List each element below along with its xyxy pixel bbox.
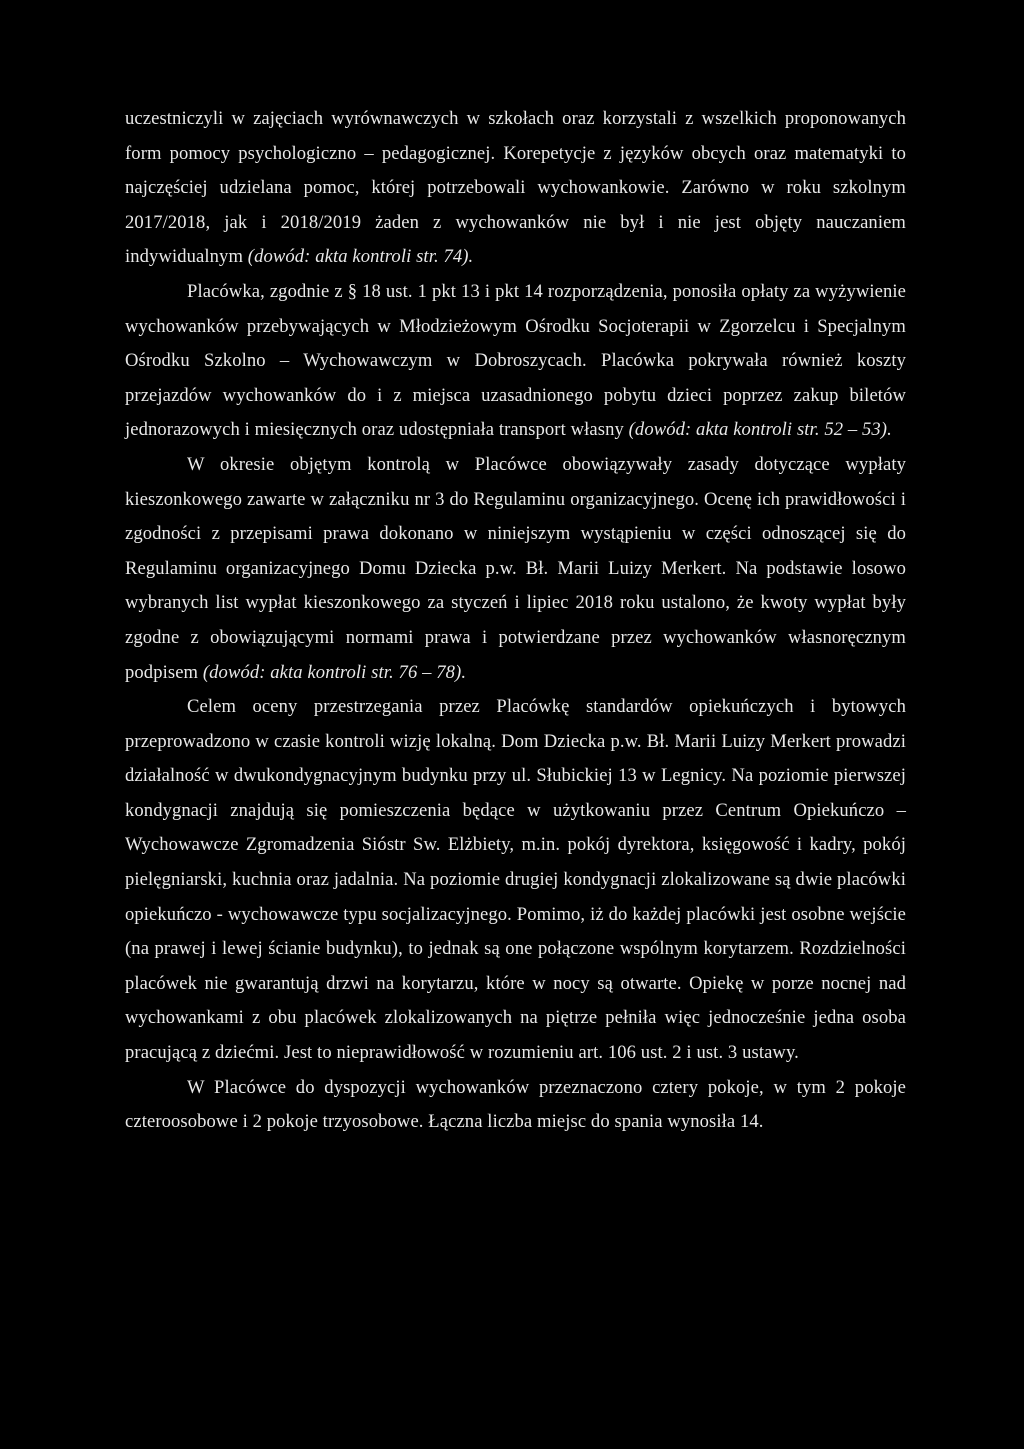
paragraph-3-text: W okresie objętym kontrolą w Placówce obowiązywały zasady dotyczące wypłaty kieszonkowego zawarte w załączniku nr 3 do Regulaminu organizacyjnego. Ocenę ich prawidłowości i zgodności z przepisami prawa dokonano w niniejszym wystąpieniu w części odnoszącej się do Regulaminu organizacyjnego Domu Dziecka p.w. Bł. Marii Luizy Merkert. Na podstawie losowo wybranych list wypłat kieszonkowego za styczeń i lipiec 2018 roku ustalono, że kwoty wypłat były zgodne z obowiązującymi normami prawa i potwierdzane przez wychowanków własnoręcznym podpisem (125, 453, 906, 683)
paragraph-1-evidence-ref: (dowód: akta kontroli str. 74). (247, 246, 474, 268)
paragraph-4-text: Celem oceny przestrzegania przez Placówkę standardów opiekuńczych i bytowych przeprowadzono w czasie kontroli wizję lokalną. Dom Dziecka p.w. Bł. Marii Luizy Merkert prowadzi działalność w dwukondygnacyjnym budynku przy ul. Słubickiej 13 w Legnicy. Na poziomie pierwszej kondygnacji znajdują się pomieszczenia będące w użytkowaniu przez Centrum Opiekuńczo – Wychowawcze Zgromadzenia Sióstr Sw. Elżbiety, m.in. pokój dyrektora, księgowość i kadry, pokój pielęgniarski, kuchnia oraz jadalnia. Na poziomie drugiej kondygnacji zlokalizowane są dwie placówki opiekuńczo - wychowawcze typu socjalizacyjnego. Pomimo, iż do każdej placówki jest osobne wejście (na prawej i lewej ścianie budynku), to jednak są one połączone wspólnym korytarzem. Rozdzielności placówek nie gwarantują drzwi na korytarzu, które w nocy są otwarte. Opiekę w porze nocnej nad wychowankami z obu placówek zlokalizowanych na piętrze pełniła więc jednocześnie jedna osoba pracującą z dziećmi. Jest to nieprawidłowość w rozumieniu art. 106 ust. 2 i ust. 3 ustawy. (125, 696, 906, 1064)
paragraph-1 (125, 102, 906, 275)
paragraph-2-evidence-ref: (dowód: akta kontroli str. 52 – 53). (628, 419, 892, 441)
paragraph-2 (125, 275, 906, 448)
paragraph-5-text: W Placówce do dyspozycji wychowanków przeznaczono cztery pokoje, w tym 2 pokoje czteroosobowe i 2 pokoje trzyosobowe. Łączna liczba miejsc do spania wynosiła 14. (125, 1076, 906, 1133)
document-page (125, 102, 906, 1140)
paragraph-4 (125, 690, 906, 1071)
paragraph-5 (125, 1071, 906, 1140)
paragraph-3-evidence-ref: (dowód: akta kontroli str. 76 – 78). (202, 661, 467, 683)
paragraph-2-text: Placówka, zgodnie z § 18 ust. 1 pkt 13 i pkt 14 rozporządzenia, ponosiła opłaty za wyżywienie wychowanków przebywających w Młodzieżowym Ośrodku Socjoterapii w Zgorzelcu i Specjalnym Ośrodku Szkolno – Wychowawczym w Dobroszycach. Placówka pokrywała również koszty przejazdów wychowanków do i z miejsca uzasadnionego pobytu dzieci poprzez zakup biletów jednorazowych i miesięcznych oraz udostępniała transport własny (125, 280, 906, 441)
paragraph-3 (125, 448, 906, 690)
paragraph-1-text: uczestniczyli w zajęciach wyrównawczych w szkołach oraz korzystali z wszelkich proponowanych form pomocy psychologiczno – pedagogicznej. Korepetycje z języków obcych oraz matematyki to najczęściej udzielana pomoc, której potrzebowali wychowankowie. Zarówno w roku szkolnym 2017/2018, jak i 2018/2019 żaden z wychowanków nie był i nie jest objęty nauczaniem indywidualnym (125, 108, 906, 268)
